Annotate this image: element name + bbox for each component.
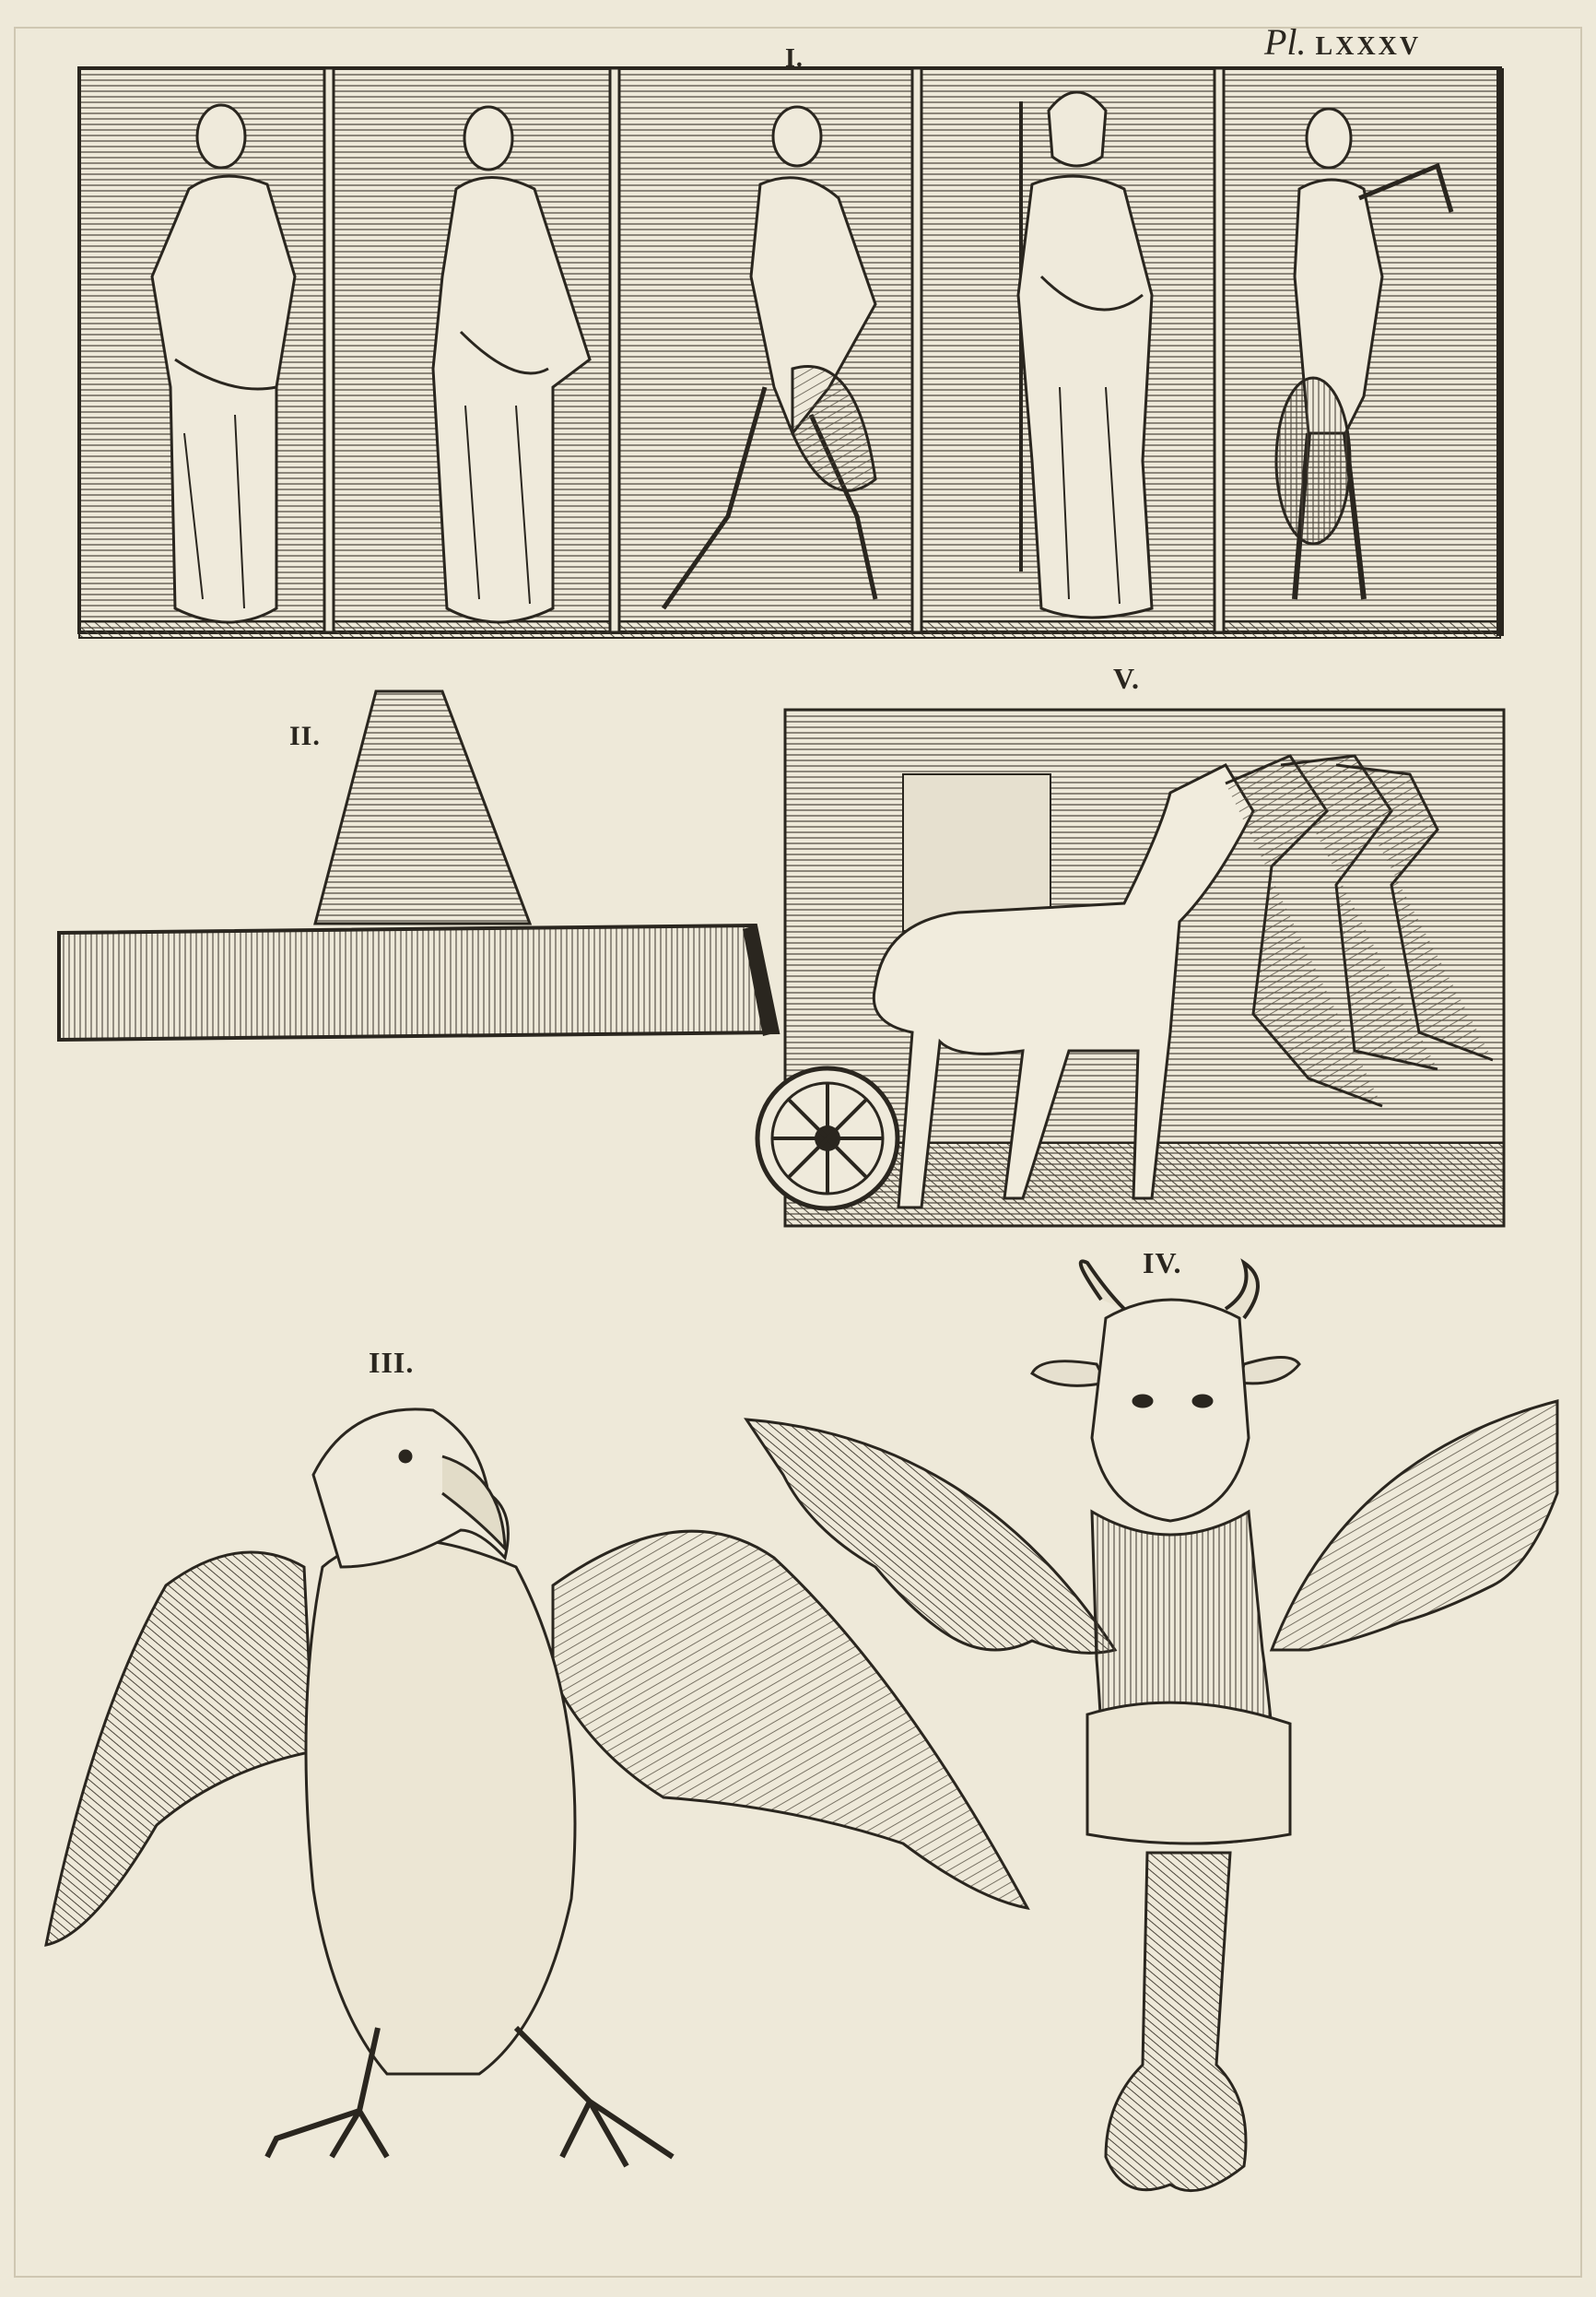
- plate-prefix: Pl.: [1264, 21, 1307, 63]
- figure-2-label: II.: [289, 721, 321, 751]
- figure-4-label: IV.: [1143, 1246, 1182, 1279]
- plate-roman-numeral: LXXXV: [1315, 32, 1422, 61]
- figure-1-label: I.: [785, 44, 804, 73]
- figure-2-pyramid-base: [59, 691, 778, 1040]
- figure-5-chariot-relief: [757, 710, 1504, 1226]
- figure-5-label: V.: [1113, 662, 1140, 695]
- figure-3-label: III.: [369, 1346, 415, 1379]
- plate-number: [1264, 20, 1421, 64]
